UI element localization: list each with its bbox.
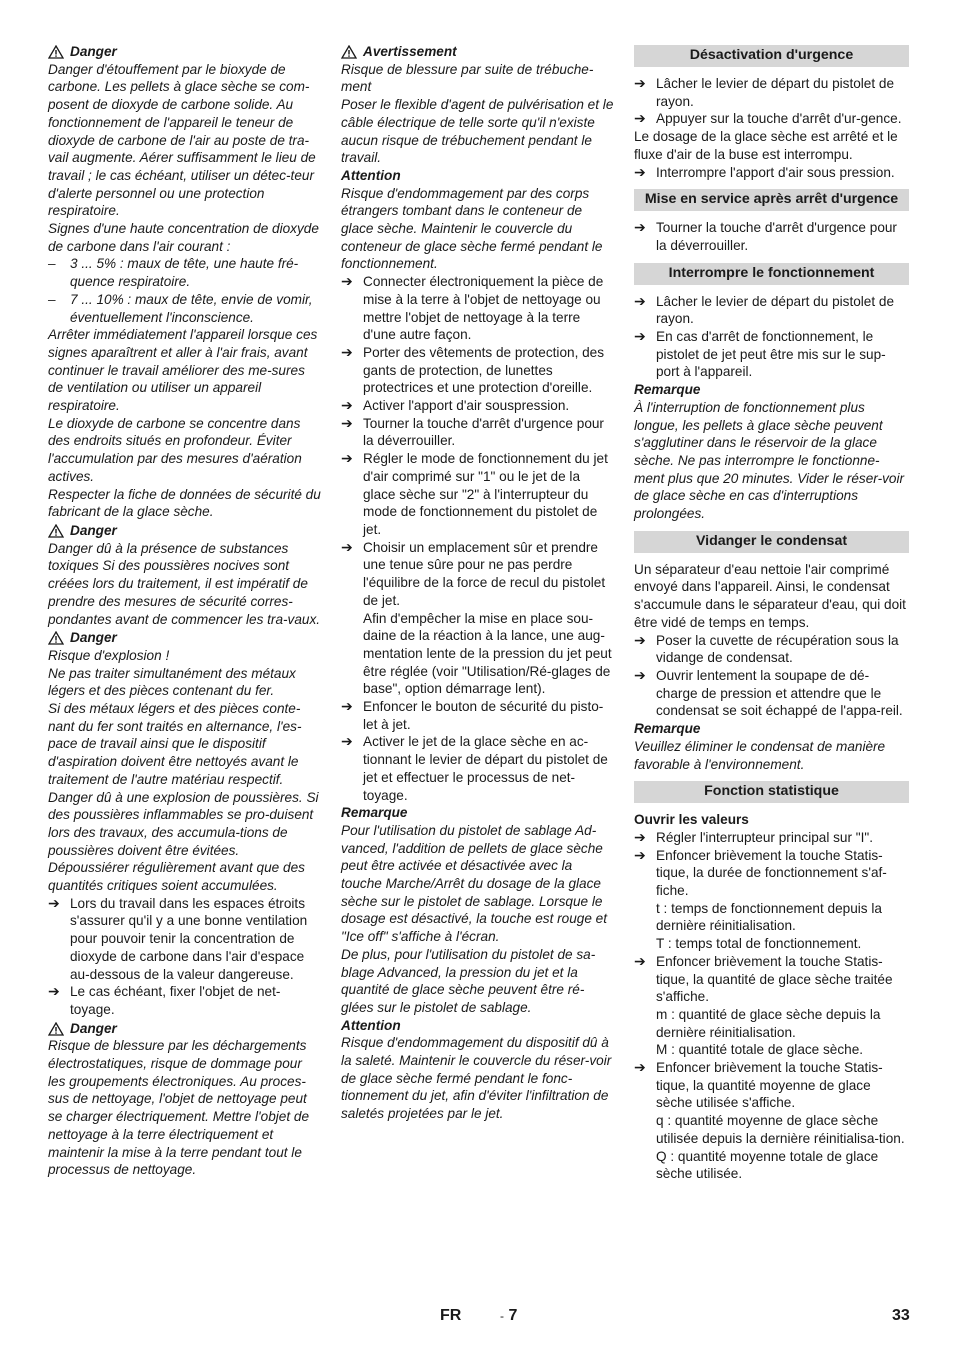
- step-item: ➔ Enfoncer brièvement la touche Statis-tique, la quantité moyenne de glace sèche utilisée s'affiche.: [634, 1059, 883, 1111]
- step-item: ➔ Appuyer sur la touche d'arrêt d'ur-gence.: [634, 110, 902, 127]
- paragraph: Signes d'une haute concentration de dioxyde de carbone dans l'air courant :: [48, 221, 319, 254]
- warning-triangle-icon: [341, 45, 357, 59]
- arrow-icon: ➔: [634, 163, 646, 180]
- warning-heading: Avertissement: [341, 43, 615, 61]
- remark-heading: Remarque: [634, 382, 701, 398]
- arrow-icon: ➔: [634, 110, 646, 127]
- step-item: ➔ Connecter électroniquement la pièce de mise à la terre à l'objet de nettoyage ou mettre l'objet de nettoyage à la terre d'une autre façon.: [341, 273, 604, 343]
- paragraph: Un séparateur d'eau nettoie l'air comprimé envoyé dans l'appareil. Ainsi, le condensat s'accumule dans le séparateur d'eau, qui doit être vidé de temps en temps.: [634, 561, 906, 630]
- arrow-icon: ➔: [341, 538, 353, 555]
- arrow-icon: ➔: [634, 219, 646, 236]
- arrow-icon: ➔: [634, 1059, 646, 1076]
- step-item: ➔ Porter des vêtements de protection, des gants de protection, de lunettes protectrices et une protection d'oreille.: [341, 343, 605, 396]
- arrow-icon: ➔: [341, 273, 353, 290]
- list-item: – 3 ... 5% : maux de tête, une haute fré-quence respiratoire.: [48, 256, 299, 290]
- page-number: 33: [892, 1307, 910, 1324]
- paragraph: Risque d'endommagement par des corps étrangers tombant dans le conteneur de glace sèche. Maintenir le couvercle du conteneur de glace sèche fermé pendant le fonctionnement.: [341, 185, 603, 272]
- arrow-icon: ➔: [341, 450, 353, 467]
- paragraph: Risque d'explosion !: [48, 647, 170, 663]
- paragraph: Risque de blessure par suite de trébuche-ment: [341, 61, 594, 95]
- paragraph: Respecter la fiche de données de sécurité du fabricant de la glace sèche.: [48, 486, 321, 520]
- step-item: ➔ Enfoncer brièvement la touche Statis-tique, la durée de fonctionnement s'af-fiche.: [634, 846, 887, 899]
- arrow-icon: ➔: [634, 292, 646, 309]
- paragraph: Poser le flexible d'agent de pulvérisation et le câble électrique de telle sorte qu'il n'existe aucun risque de trébuchement pendant le travail.: [341, 97, 614, 166]
- column-1: [48, 42, 322, 1179]
- paragraph: Le dioxyde de carbone se concentre dans des endroits situés en profondeur. Éviter l'accumulation par des mesures d'aération actives.: [48, 415, 302, 484]
- step-note: Afin d'empêcher la mise en place sou-daine de la réaction à la lance, une aug-mentation lente de la pression du jet peut être réglée (voir "Utilisation/Ré-glages de base", option démarrage lent).: [363, 610, 612, 697]
- step-note: m : quantité de glace sèche depuis la dernière réinitialisation.: [656, 1006, 881, 1040]
- arrow-icon: ➔: [634, 328, 646, 345]
- column-3: [634, 42, 909, 1183]
- arrow-icon: ➔: [341, 698, 353, 715]
- paragraph: Danger d'étouffement par le bioxyde de carbone. Les pellets à glace sèche se com-posent de dioxyde de carbone solide. Au fonctionnement de l'appareil le teneur de dioxyde de carbone de l'air au poste de tra-vail augmente. Aérer suffisamment le lieu de travail ; le cas échéant, utiliser un détec-teur d'alerte personnel ou une protection respiratoire.: [48, 61, 316, 219]
- paragraph: Risque d'endommagement du dispositif dû à la saleté. Maintenir le couvercle du réser-voir de glace sèche fermé pendant le fonc-tionnement du jet, afin d'éviter l'infiltration de saletés projetées par le jet.: [341, 1035, 612, 1122]
- step-item: ➔ Choisir un emplacement sûr et prendre une tenue sûre pour ne pas perdre l'équilibre de la force de recul du pistolet de jet.: [341, 538, 606, 608]
- arrow-icon: ➔: [634, 75, 646, 91]
- step-item: ➔ Activer l'apport d'air souspression.: [341, 397, 570, 414]
- step-item: ➔ Lâcher le levier de départ du pistolet de rayon.: [634, 75, 895, 109]
- attention-heading: Attention: [341, 1017, 401, 1033]
- arrow-icon: ➔: [634, 666, 646, 683]
- arrow-icon: ➔: [634, 631, 646, 648]
- arrow-icon: ➔: [341, 414, 353, 431]
- attention-heading: Attention: [341, 167, 401, 183]
- language-code: FR: [440, 1307, 462, 1324]
- section-heading: Désactivation d'urgence: [634, 45, 909, 67]
- step-item: ➔ Lors du travail dans les espaces étroits s'assurer qu'il y a une bonne ventilation pour pouvoir tenir la concentration de dioxyde de carbone dans l'air d'espace au-dessous de la valeur dangereuse.: [48, 894, 308, 982]
- paragraph: De plus, pour l'utilisation du pistolet de sa-blage Advanced, la pression du jet et la quantité de glace sèche peuvent être ré-glées sur le pistolet de sablage.: [341, 946, 596, 1015]
- step-note: q : quantité moyenne de glace sèche utilisée depuis la dernière réinitialisa-tion.: [656, 1113, 905, 1146]
- step-note: Q : quantité moyenne totale de glace sèche utilisée.: [656, 1148, 879, 1182]
- warning-triangle-icon: [48, 524, 64, 538]
- step-note: M : quantité totale de glace sèche.: [656, 1042, 864, 1058]
- step-item: ➔ Lâcher le levier de départ du pistolet de rayon.: [634, 292, 895, 327]
- arrow-icon: ➔: [634, 846, 646, 863]
- arrow-icon: ➔: [634, 952, 646, 969]
- danger-heading: Danger: [48, 1020, 322, 1038]
- section-heading: Mise en service après arrêt d'urgence: [634, 189, 909, 211]
- arrow-icon: ➔: [634, 828, 646, 845]
- arrow-icon: ➔: [341, 343, 353, 360]
- danger-heading: Danger: [48, 522, 322, 540]
- step-item: ➔ Tourner la touche d'arrêt d'urgence pour la déverrouiller.: [634, 219, 897, 253]
- step-item: ➔ Poser la cuvette de récupération sous la vidange de condensat.: [634, 631, 899, 666]
- danger-heading: Danger: [48, 43, 322, 61]
- step-item: ➔ Tourner la touche d'arrêt d'urgence pour la déverrouiller.: [341, 414, 604, 449]
- warning-triangle-icon: [48, 45, 64, 59]
- step-item: ➔ En cas d'arrêt de fonctionnement, le pistolet de jet peut être mis sur le sup-port à l'appareil.: [634, 328, 886, 380]
- danger-heading: Danger: [48, 629, 322, 647]
- dash-bullet: –: [48, 291, 56, 307]
- step-item: ➔ Régler le mode de fonctionnement du jet d'air comprimé sur "1" ou le jet de la glace sèche sur "2" à l'interrupteur du mode de fonctionnement du pistolet de jet.: [341, 450, 608, 537]
- arrow-icon: ➔: [48, 894, 60, 911]
- paragraph: Si des métaux légers et des pièces conte-nant du fer sont traités en alternance, l'es-pace de travail ainsi que le dispositif d'aspiration doivent être nettoyés avant le traitement de l'autre matériau respectif.: [48, 701, 302, 787]
- step-item: ➔ Régler l'interrupteur principal sur "I".: [634, 828, 873, 845]
- arrow-icon: ➔: [48, 983, 60, 1000]
- paragraph: Danger dû à une explosion de poussières. Si des poussières inflammables se pro-duisent lors des travaux, des accumula-tions de poussières doivent être évitées. Dépoussiérer régulièrement avant que des quantités critiques soient accumulées.: [48, 789, 319, 894]
- step-item: ➔ Enfoncer le bouton de sécurité du pisto-let à jet.: [341, 698, 604, 732]
- step-item: ➔ Interrompre l'apport d'air sous pression.: [634, 163, 895, 180]
- paragraph: Danger dû à la présence de substances toxiques Si des poussières nocives sont créées lors du traitement, il est impératif de prendre des mesures de sécurité corres-pondantes avant de commencer les tra-vaux.: [48, 540, 321, 627]
- paragraph: Risque de blessure par les déchargements électrostatiques, risque de dommage pour les groupements électroniques. Au proces-sus de nettoyage, l'objet de nettoyage peut se charger électriquement. Mettre l'objet de nettoyage à la terre électriquement et maintenir la mise à la terre pendant tout le processus de nettoyage.: [48, 1038, 310, 1178]
- paragraph: À l'interruption de fonctionnement plus longue, les pellets à glace sèche peuvent s'agglutiner dans le réservoir de la glace sèche. Ne pas interrompre le fonctionne-ment plus que 20 minutes. Vider le réser-voir de glace sèche en cas d'interruptions prolongées.: [634, 399, 904, 522]
- arrow-icon: ➔: [341, 733, 353, 750]
- list-item: – 7 ... 10% : maux de tête, envie de vomir, éventuellement l'inconscience.: [48, 291, 313, 325]
- section-heading: Fonction statistique: [634, 781, 909, 803]
- step-note: t : temps de fonctionnement depuis la dernière réinitialisation.: [656, 900, 882, 934]
- dash-bullet: –: [48, 256, 56, 272]
- section-heading: Interrompre le fonctionnement: [634, 263, 909, 285]
- column-2: [341, 42, 615, 1123]
- step-item: ➔ Le cas échéant, fixer l'objet de net-toyage.: [48, 983, 281, 1017]
- paragraph: Le dosage de la glace sèche est arrêté et le fluxe d'air de la buse est interrompu.: [634, 129, 898, 162]
- paragraph: Pour l'utilisation du pistolet de sablage Ad-vanced, l'addition de pellets de glace sèche peut être activée et désactivée avec la touche Marche/Arrêt du dosage de la glace sèche sur le pistolet de sablage. Lorsque le dosage est désactivé, la touche est rouge et "Ice off" s'affiche à l'écran.: [341, 822, 608, 945]
- subheading: Ouvrir les valeurs: [634, 812, 749, 828]
- arrow-icon: ➔: [341, 397, 353, 414]
- paragraph: Arrêter immédiatement l'appareil lorsque ces signes aparaîtrent et aller à l'air frais, avant continuer le travail améliorer des me-sures de ventilation ou utiliser un appareil respiratoire.: [48, 327, 318, 414]
- step-item: ➔ Enfoncer brièvement la touche Statis-tique, la quantité de glace sèche traitée s'affiche.: [634, 952, 893, 1005]
- step-note: T : temps total de fonctionnement.: [656, 936, 862, 952]
- page-footer: [0, 1307, 954, 1327]
- section-page-number: - 7: [500, 1307, 518, 1324]
- remark-heading: Remarque: [634, 721, 701, 737]
- paragraph: Veuillez éliminer le condensat de manière favorable à l'environnement.: [634, 738, 886, 772]
- paragraph: Ne pas traiter simultanément des métaux légers et des pièces contenant du fer.: [48, 665, 296, 699]
- warning-triangle-icon: [48, 1022, 64, 1036]
- step-item: ➔ Activer le jet de la glace sèche en ac-tionnant le levier de départ du pistolet de jet et effectuer le processus de net-toyage.: [341, 733, 608, 803]
- warning-triangle-icon: [48, 631, 64, 645]
- remark-heading: Remarque: [341, 805, 408, 821]
- step-item: ➔ Ouvrir lentement la soupape de dé-charge de pression et attendre que le condensat se soit échappé de l'appa-reil.: [634, 666, 903, 719]
- section-heading: Vidanger le condensat: [634, 531, 909, 553]
